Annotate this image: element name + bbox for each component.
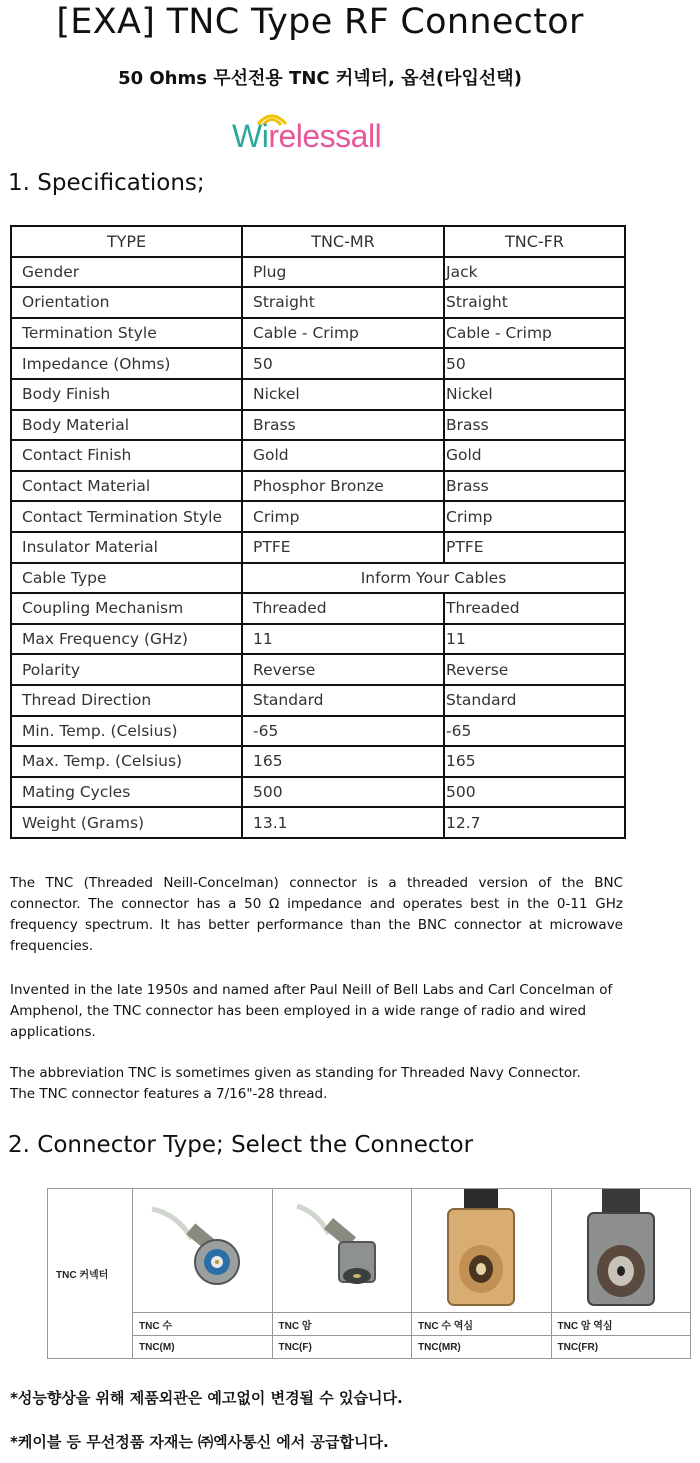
- table-header-cell: TNC-MR: [242, 226, 444, 257]
- wirelessall-logo: [232, 104, 402, 160]
- table-cell: Brass: [444, 410, 625, 441]
- table-cell: Contact Material: [11, 471, 242, 502]
- table-cell: PTFE: [444, 532, 625, 563]
- table-row: [11, 777, 625, 808]
- table-cell: 50: [242, 348, 444, 379]
- description-paragraph-1: The TNC (Threaded Neill-Concelman) connector is a threaded version of the BNC connector. The connector has a 50 Ω impedance and operates best in the 0-11 GHz frequency spectrum. It has better performance than the BNC connector at microwave frequencies.: [10, 875, 623, 954]
- table-cell: Impedance (Ohms): [11, 348, 242, 379]
- footer-note-2: *케이블 등 무선정품 자재는 ㈜엑사통신 에서 공급합니다.: [10, 1433, 389, 1451]
- connector-name: TNC 수 역심: [412, 1313, 552, 1336]
- table-row: [11, 348, 625, 379]
- table-cell: Cable - Crimp: [444, 318, 625, 349]
- tnc-male-reverse-connector-icon: [426, 1189, 536, 1309]
- table-row: [11, 440, 625, 471]
- table-cell: Max. Temp. (Celsius): [11, 746, 242, 777]
- connector-name: TNC 수: [133, 1313, 273, 1336]
- connector-type-table: [47, 1188, 691, 1359]
- table-cell: Threaded: [242, 593, 444, 624]
- table-cell: 13.1: [242, 807, 444, 838]
- table-header-row: [11, 226, 625, 257]
- table-cell: Mating Cycles: [11, 777, 242, 808]
- table-cell: PTFE: [242, 532, 444, 563]
- footer-note-1: *성능향상을 위해 제품외관은 예고없이 변경될 수 있습니다.: [10, 1389, 403, 1407]
- table-cell: Nickel: [242, 379, 444, 410]
- table-cell: Threaded: [444, 593, 625, 624]
- table-cell: Nickel: [444, 379, 625, 410]
- connector-image-row: [48, 1189, 691, 1313]
- table-cell: Brass: [444, 471, 625, 502]
- table-header-cell: TYPE: [11, 226, 242, 257]
- table-cell: Crimp: [242, 501, 444, 532]
- table-row: [11, 318, 625, 349]
- tnc-male-connector-icon: [147, 1194, 257, 1304]
- connector-name: TNC 암 역심: [551, 1313, 691, 1336]
- connector-name-row: [48, 1313, 691, 1336]
- logo-wordmark: Wirelessall: [232, 118, 382, 154]
- page-title: [EXA] TNC Type RF Connector: [56, 2, 584, 42]
- table-cell: 500: [444, 777, 625, 808]
- table-cell: Straight: [242, 287, 444, 318]
- connector-option-tnc-f[interactable]: [272, 1189, 412, 1313]
- section-heading-connector-type: 2. Connector Type; Select the Connector: [8, 1132, 474, 1158]
- connector-code: TNC(F): [272, 1336, 412, 1359]
- connector-code: TNC(FR): [551, 1336, 691, 1359]
- table-row: [11, 624, 625, 655]
- table-cell: Min. Temp. (Celsius): [11, 716, 242, 747]
- connector-code-row: [48, 1336, 691, 1359]
- table-cell: -65: [444, 716, 625, 747]
- table-cell: Max Frequency (GHz): [11, 624, 242, 655]
- table-row: [11, 410, 625, 441]
- tnc-female-connector-icon: [287, 1194, 397, 1304]
- table-row: [11, 532, 625, 563]
- table-cell: Straight: [444, 287, 625, 318]
- page-subtitle: 50 Ohms 무선전용 TNC 커넥터, 옵션(타입선택): [118, 68, 522, 89]
- connector-option-tnc-m[interactable]: [133, 1189, 273, 1313]
- table-row: [11, 257, 625, 288]
- table-cell: Standard: [242, 685, 444, 716]
- table-cell: Jack: [444, 257, 625, 288]
- table-cell: Insulator Material: [11, 532, 242, 563]
- table-cell: Standard: [444, 685, 625, 716]
- table-cell: 12.7: [444, 807, 625, 838]
- connector-name: TNC 암: [272, 1313, 412, 1336]
- connector-code: TNC(MR): [412, 1336, 552, 1359]
- table-row: [11, 746, 625, 777]
- table-cell: Body Finish: [11, 379, 242, 410]
- connector-option-tnc-fr[interactable]: [551, 1189, 691, 1313]
- table-row: [11, 716, 625, 747]
- table-cell: -65: [242, 716, 444, 747]
- table-cell: 11: [242, 624, 444, 655]
- table-cell: Thread Direction: [11, 685, 242, 716]
- description-line: The TNC connector features a 7/16"-28 thread.: [10, 1086, 328, 1102]
- table-row: [11, 287, 625, 318]
- table-cell: Body Material: [11, 410, 242, 441]
- table-row: [11, 563, 625, 594]
- table-cell: 500: [242, 777, 444, 808]
- table-cell-merged: Inform Your Cables: [242, 563, 625, 594]
- description-paragraph-3: [10, 1063, 623, 1105]
- table-cell: Contact Termination Style: [11, 501, 242, 532]
- table-header-cell: TNC-FR: [444, 226, 625, 257]
- table-cell: 165: [242, 746, 444, 777]
- table-row: [11, 807, 625, 838]
- table-cell: Weight (Grams): [11, 807, 242, 838]
- table-row: [11, 685, 625, 716]
- table-cell: Crimp: [444, 501, 625, 532]
- connector-row-label: TNC 커넥터: [48, 1189, 133, 1359]
- table-cell: Reverse: [444, 654, 625, 685]
- table-cell: Cable Type: [11, 563, 242, 594]
- table-cell: Polarity: [11, 654, 242, 685]
- table-row: [11, 501, 625, 532]
- table-row: [11, 471, 625, 502]
- tnc-female-reverse-connector-icon: [566, 1189, 676, 1309]
- table-row: [11, 593, 625, 624]
- table-cell: Reverse: [242, 654, 444, 685]
- description-paragraph-2: Invented in the late 1950s and named after Paul Neill of Bell Labs and Carl Concelman of Amphenol, the TNC connector has been employed in a wide range of radio and wired applications.: [10, 982, 613, 1040]
- table-cell: Gender: [11, 257, 242, 288]
- table-cell: Cable - Crimp: [242, 318, 444, 349]
- connector-option-tnc-mr[interactable]: [412, 1189, 552, 1313]
- table-cell: Plug: [242, 257, 444, 288]
- table-row: [11, 379, 625, 410]
- table-row: [11, 654, 625, 685]
- table-cell: Gold: [444, 440, 625, 471]
- table-cell: 11: [444, 624, 625, 655]
- table-cell: Contact Finish: [11, 440, 242, 471]
- specifications-table: [10, 225, 626, 839]
- section-heading-specifications: 1. Specifications;: [8, 170, 205, 196]
- description-line: The abbreviation TNC is sometimes given as standing for Threaded Navy Connector.: [10, 1065, 581, 1081]
- table-cell: Brass: [242, 410, 444, 441]
- table-cell: 50: [444, 348, 625, 379]
- table-cell: 165: [444, 746, 625, 777]
- table-cell: Termination Style: [11, 318, 242, 349]
- table-cell: Phosphor Bronze: [242, 471, 444, 502]
- connector-code: TNC(M): [133, 1336, 273, 1359]
- table-cell: Orientation: [11, 287, 242, 318]
- table-cell: Gold: [242, 440, 444, 471]
- table-cell: Coupling Mechanism: [11, 593, 242, 624]
